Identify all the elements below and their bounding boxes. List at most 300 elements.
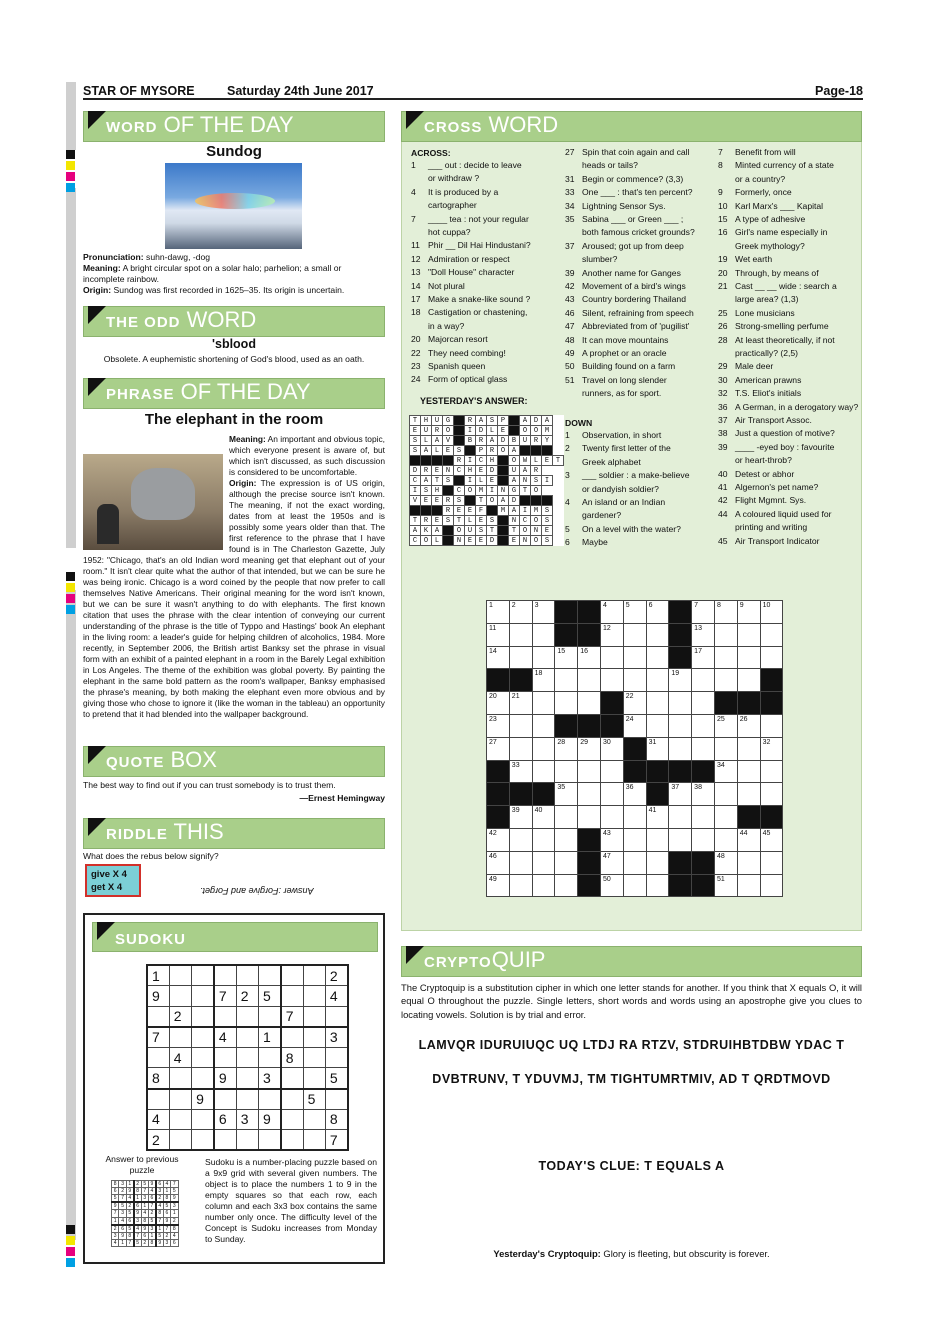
crossword-cell[interactable]	[509, 714, 532, 737]
sudoku-answer-cell: 1	[119, 1239, 126, 1246]
crossword-cell[interactable]	[578, 692, 601, 715]
yesterday-cell	[487, 506, 498, 516]
crossword-cell	[578, 874, 601, 897]
crossword-cell[interactable]	[714, 623, 737, 646]
crossword-cell	[509, 669, 532, 692]
crossword-cell[interactable]: 15	[555, 646, 578, 669]
clue-text: large area? (1,3)	[735, 294, 799, 305]
crossword-cell	[555, 714, 578, 737]
sudoku-cell[interactable]	[214, 1130, 236, 1151]
sudoku-cell[interactable]	[303, 986, 325, 1007]
sudoku-cell[interactable]	[192, 986, 214, 1007]
sudoku-cell: 9	[147, 986, 169, 1007]
crossword-cell[interactable]	[760, 874, 783, 897]
crossword-cell[interactable]: 29	[578, 737, 601, 760]
sudoku-cell[interactable]	[281, 1027, 303, 1048]
yesterday-cell: V	[410, 496, 421, 506]
crossword-cell[interactable]	[509, 623, 532, 646]
yesterday-cell: I	[465, 476, 476, 486]
clue-number: 22	[411, 347, 421, 358]
odd-word-text: Obsolete. A euphemistic shortening of God's blood, used as an oath.	[103, 354, 365, 364]
clue-number: 5	[565, 523, 570, 534]
sudoku-cell[interactable]	[192, 1006, 214, 1027]
yesterday-cell: T	[509, 526, 520, 536]
crossword-cell	[760, 806, 783, 829]
crossword-cell[interactable]	[555, 760, 578, 783]
crossword-cell[interactable]	[714, 646, 737, 669]
sudoku-answer-cell: 1	[141, 1202, 148, 1210]
sudoku-cell[interactable]	[192, 1068, 214, 1089]
sudoku-cell[interactable]	[281, 1109, 303, 1130]
registration-mark	[66, 172, 75, 181]
yesterday-cell: E	[465, 506, 476, 516]
crossword-cell[interactable]	[532, 828, 555, 851]
sudoku-cell[interactable]	[147, 1006, 169, 1027]
crossword-cell[interactable]: 32	[760, 737, 783, 760]
sudoku-cell: 2	[147, 1130, 169, 1151]
clue-text: Greek alphabet	[582, 456, 641, 467]
yesterday-cell: I	[542, 476, 553, 486]
sudoku-cell[interactable]	[258, 1089, 280, 1110]
clue-number: 37	[565, 240, 575, 251]
sudoku-cell[interactable]	[258, 965, 280, 986]
sudoku-cell[interactable]	[303, 1027, 325, 1048]
yesterday-cell: S	[443, 516, 454, 526]
crossword-cell[interactable]	[669, 692, 692, 715]
crossword-cell[interactable]	[737, 783, 760, 806]
sudoku-cell[interactable]	[236, 1130, 258, 1151]
crossword-cell[interactable]	[646, 623, 669, 646]
crossword-cell[interactable]: 46	[487, 851, 510, 874]
crossword-cell[interactable]: 33	[509, 760, 532, 783]
sudoku-answer-cell: 6	[134, 1202, 141, 1210]
crossword-cell[interactable]: 37	[669, 783, 692, 806]
crossword-cell[interactable]: 22	[623, 692, 646, 715]
crossword-cell[interactable]	[555, 692, 578, 715]
yesterday-cell	[454, 416, 465, 426]
yesterday-cell	[520, 496, 531, 506]
yesterday-cell	[542, 496, 553, 506]
crossword-cell[interactable]	[600, 669, 623, 692]
crossword-cell[interactable]	[623, 806, 646, 829]
crossword-cell[interactable]	[737, 646, 760, 669]
sudoku-cell[interactable]	[214, 965, 236, 986]
crossword-cell[interactable]	[692, 806, 715, 829]
crossword-cell[interactable]: 42	[487, 828, 510, 851]
clue-text: Building found on a farm	[582, 361, 676, 372]
crossword-cell[interactable]	[760, 851, 783, 874]
sudoku-cell[interactable]	[192, 1130, 214, 1151]
yesterday-cell: I	[410, 486, 421, 496]
crossword-cell[interactable]	[578, 806, 601, 829]
clue-text: Just a question of motive?	[735, 428, 835, 439]
paper-name: STAR OF MYSORE	[83, 84, 195, 98]
crossword-cell[interactable]	[623, 851, 646, 874]
crossword-cell[interactable]	[532, 760, 555, 783]
registration-mark	[66, 1225, 75, 1234]
crossword-cell[interactable]	[737, 737, 760, 760]
crossword-cell[interactable]: 14	[487, 646, 510, 669]
sudoku-cell[interactable]	[169, 986, 191, 1007]
sudoku-answer-cell: 2	[171, 1217, 178, 1225]
clue-number: 19	[718, 254, 728, 265]
yesterday-cell	[410, 456, 421, 466]
margin-strip	[66, 82, 76, 150]
crossword-cell[interactable]: 16	[578, 646, 601, 669]
crossword-cell[interactable]	[737, 874, 760, 897]
sudoku-cell: 2	[169, 1006, 191, 1027]
sudoku-cell[interactable]	[169, 1068, 191, 1089]
crossword-cell[interactable]	[760, 623, 783, 646]
yesterday-cell: O	[531, 516, 542, 526]
clue-number: 42	[565, 281, 575, 291]
clue-text: Country bordering Thailand	[582, 294, 686, 305]
crossword-cell[interactable]	[555, 851, 578, 874]
crossword-cell[interactable]	[532, 692, 555, 715]
crossword-cell[interactable]: 35	[555, 783, 578, 806]
crossword-cell[interactable]	[578, 669, 601, 692]
yesterday-cell	[454, 476, 465, 486]
crossword-cell[interactable]	[669, 737, 692, 760]
sudoku-cell: 7	[214, 986, 236, 1007]
clue-text: Greek mythology?	[735, 240, 805, 251]
crossword-cell[interactable]	[692, 692, 715, 715]
sudoku-cell[interactable]	[281, 1130, 303, 1151]
clue-text: Karl Marx's ___ Kapital	[735, 200, 824, 211]
sudoku-cell[interactable]	[325, 1047, 347, 1068]
elephant-photo	[83, 454, 223, 550]
yesterday-cell: L	[421, 436, 432, 446]
crossword-cell[interactable]	[692, 828, 715, 851]
sudoku-cell[interactable]	[192, 965, 214, 986]
yesterday-cell: A	[421, 446, 432, 456]
crossword-cell[interactable]: 49	[487, 874, 510, 897]
crossword-cell[interactable]	[555, 806, 578, 829]
sudoku-cell: 7	[281, 1006, 303, 1027]
sudoku-answer-cell: 4	[141, 1210, 148, 1217]
yesterday-cell: T	[553, 456, 564, 466]
sudoku-cell: 3	[236, 1109, 258, 1130]
sudoku-cell[interactable]	[303, 1047, 325, 1068]
sudoku-cell: 9	[214, 1068, 236, 1089]
crossword-cell[interactable]	[578, 783, 601, 806]
crossword-cell[interactable]: 19	[669, 669, 692, 692]
crossword-cell[interactable]: 31	[646, 737, 669, 760]
crossword-cell[interactable]: 25	[714, 714, 737, 737]
yesterday-cell: A	[509, 506, 520, 516]
sudoku-cell[interactable]	[236, 1089, 258, 1110]
sudoku-cell[interactable]	[236, 1047, 258, 1068]
sudoku-cell[interactable]	[236, 1006, 258, 1027]
crossword-cell[interactable]	[669, 714, 692, 737]
sudoku-cell[interactable]	[147, 1047, 169, 1068]
yesterday-cell: H	[487, 456, 498, 466]
clue-text: in a way?	[428, 320, 465, 331]
crossword-cell[interactable]	[623, 646, 646, 669]
sudoku-cell[interactable]	[169, 1130, 191, 1151]
sudoku-answer-cell: 1	[171, 1210, 178, 1217]
crossword-cell[interactable]: 30	[600, 737, 623, 760]
crossword-cell[interactable]	[714, 669, 737, 692]
yesterday-cell: O	[443, 426, 454, 436]
yesterday-cell: E	[487, 476, 498, 486]
crossword-cell[interactable]: 38	[692, 783, 715, 806]
crossword-cell[interactable]: 11	[487, 623, 510, 646]
sudoku-cell[interactable]	[281, 1068, 303, 1089]
yesterday-cell	[498, 466, 509, 476]
sudoku-cell[interactable]	[169, 1027, 191, 1048]
crossword-cell[interactable]	[600, 760, 623, 783]
crossword-cell[interactable]	[714, 806, 737, 829]
sudoku-cell[interactable]	[325, 1089, 347, 1110]
crossword-cell[interactable]	[646, 874, 669, 897]
crossword-cell[interactable]	[737, 851, 760, 874]
crossword-cell[interactable]	[623, 669, 646, 692]
sudoku-cell[interactable]	[192, 1047, 214, 1068]
crossword-cell[interactable]	[692, 737, 715, 760]
crossword-cell[interactable]: 50	[600, 874, 623, 897]
crossword-cell[interactable]: 36	[623, 783, 646, 806]
yesterday-cell: H	[421, 416, 432, 426]
crossword-cell[interactable]: 20	[487, 692, 510, 715]
crossword-grid	[486, 600, 783, 897]
crossword-cell[interactable]: 18	[532, 669, 555, 692]
sudoku-cell[interactable]	[303, 1068, 325, 1089]
crossword-cell[interactable]: 34	[714, 760, 737, 783]
crossword-cell[interactable]	[509, 737, 532, 760]
sudoku-cell[interactable]	[303, 1109, 325, 1130]
yesterday-cell: O	[487, 496, 498, 506]
crossword-cell[interactable]	[760, 760, 783, 783]
crossword-cell[interactable]: 6	[646, 601, 669, 624]
sudoku-answer-cell: 8	[112, 1181, 119, 1188]
crossword-cell	[509, 783, 532, 806]
sudoku-cell[interactable]	[281, 986, 303, 1007]
crossword-cell[interactable]: 26	[737, 714, 760, 737]
crossword-cell[interactable]	[760, 646, 783, 669]
sudoku-cell[interactable]	[258, 1130, 280, 1151]
yesterday-cell	[520, 446, 531, 456]
sudoku-cell[interactable]	[192, 1109, 214, 1130]
crossword-cell[interactable]	[760, 783, 783, 806]
crossword-cell[interactable]: 47	[600, 851, 623, 874]
yesterday-cell: L	[465, 516, 476, 526]
crossword-cell[interactable]	[623, 874, 646, 897]
sudoku-cell[interactable]	[169, 1109, 191, 1130]
crossword-cell[interactable]	[714, 828, 737, 851]
crossword-cell[interactable]: 44	[737, 828, 760, 851]
clue-number: 8	[718, 160, 723, 171]
clue-text: Algernon's pet name?	[735, 482, 819, 492]
crossword-cell[interactable]	[578, 760, 601, 783]
crossword-cell[interactable]	[623, 623, 646, 646]
sudoku-answer-cell: 4	[126, 1195, 133, 1203]
crossword-cell[interactable]	[600, 806, 623, 829]
clue-text: American prawns	[735, 374, 802, 385]
sudoku-cell[interactable]	[169, 1089, 191, 1110]
clue-text: ___ out : decide to leave	[428, 160, 522, 170]
yesterday-cell	[465, 446, 476, 456]
crossword-cell[interactable]: 45	[760, 828, 783, 851]
crossword-cell	[555, 623, 578, 646]
crossword-cell[interactable]	[646, 714, 669, 737]
crossword-cell[interactable]	[509, 851, 532, 874]
clue-text: Flight Mgmnt. Sys.	[735, 495, 807, 506]
crossword-cell[interactable]: 28	[555, 737, 578, 760]
crossword-cell[interactable]: 3	[532, 601, 555, 624]
clue-text: Air Transport Assoc.	[735, 415, 812, 425]
phrase-band: PHRASE OF THE DAY	[83, 378, 385, 409]
crossword-cell[interactable]: 7	[692, 601, 715, 624]
crossword-cell	[760, 692, 783, 715]
sudoku-answer-cell: 5	[112, 1195, 119, 1203]
crossword-cell[interactable]	[646, 669, 669, 692]
sudoku-answer-cell: 5	[156, 1232, 163, 1239]
crossword-cell[interactable]	[737, 760, 760, 783]
crossword-cell[interactable]	[532, 714, 555, 737]
crossword-cell[interactable]: 13	[692, 623, 715, 646]
crossword-cell[interactable]: 5	[623, 601, 646, 624]
clue-text: Girl's name especially in	[735, 227, 828, 238]
yesterday-cell: T	[520, 486, 531, 496]
sudoku-cell[interactable]	[147, 1089, 169, 1110]
crossword-cell	[669, 601, 692, 624]
sudoku-answer-cell: 1	[134, 1195, 141, 1203]
yesterday-cell	[443, 536, 454, 546]
crossword-cell[interactable]	[600, 783, 623, 806]
yesterday-cell: C	[410, 476, 421, 486]
yesterday-cell: R	[421, 516, 432, 526]
sudoku-cell[interactable]	[236, 1027, 258, 1048]
clue-number: 49	[565, 348, 575, 358]
crossword-cell[interactable]: 1	[487, 601, 510, 624]
sudoku-cell[interactable]	[303, 965, 325, 986]
crossword-cell[interactable]: 43	[600, 828, 623, 851]
crossword-cell[interactable]	[532, 851, 555, 874]
sudoku-cell[interactable]	[236, 1068, 258, 1089]
crossword-cell	[600, 692, 623, 715]
crossword-cell[interactable]	[532, 623, 555, 646]
crossword-cell[interactable]	[760, 714, 783, 737]
crossword-cell[interactable]	[669, 806, 692, 829]
yesterday-cell: A	[498, 496, 509, 506]
crossword-cell[interactable]: 10	[760, 601, 783, 624]
crossword-cell[interactable]: 48	[714, 851, 737, 874]
yesterday-cell: N	[531, 526, 542, 536]
sudoku-cell[interactable]	[303, 1130, 325, 1151]
clue-text: or a country?	[735, 173, 786, 184]
crossword-cell[interactable]	[692, 669, 715, 692]
sudoku-cell: 7	[147, 1027, 169, 1048]
clue-number: 28	[718, 334, 728, 345]
sudoku-cell[interactable]	[258, 1047, 280, 1068]
clue-number: 27	[565, 147, 575, 157]
sudoku-answer-cell: 3	[112, 1232, 119, 1239]
sudoku-answer-cell: 6	[119, 1225, 126, 1233]
crossword-cell[interactable]: 17	[692, 646, 715, 669]
yesterday-cell: L	[531, 456, 542, 466]
crossword-cell[interactable]	[714, 737, 737, 760]
crossword-cell[interactable]	[532, 737, 555, 760]
crossword-cell[interactable]: 8	[714, 601, 737, 624]
crossword-cell[interactable]	[646, 828, 669, 851]
crossword-cell[interactable]: 4	[600, 601, 623, 624]
crossword-cell[interactable]	[509, 828, 532, 851]
sudoku-answer-cell: 4	[134, 1225, 141, 1233]
crossword-cell[interactable]: 40	[532, 806, 555, 829]
sudoku-cell[interactable]	[214, 1047, 236, 1068]
crossword-cell[interactable]	[669, 828, 692, 851]
crossword-cell[interactable]: 21	[509, 692, 532, 715]
sudoku-cell[interactable]	[281, 1089, 303, 1110]
crossword-cell[interactable]	[692, 714, 715, 737]
clue-text: Through, by means of	[735, 267, 819, 278]
sudoku-cell[interactable]	[236, 965, 258, 986]
crossword-cell[interactable]	[646, 692, 669, 715]
page-number: Page-18	[815, 84, 863, 98]
yesterday-cell: L	[487, 426, 498, 436]
crossword-cell[interactable]: 12	[600, 623, 623, 646]
cryptoquip-clue: TODAY'S CLUE: T EQUALS A	[538, 1159, 725, 1173]
crossword-cell[interactable]	[532, 874, 555, 897]
clue-number: 1	[411, 160, 416, 170]
crossword-cell[interactable]	[737, 669, 760, 692]
yesterday-cell: R	[454, 456, 465, 466]
crossword-cell[interactable]: 27	[487, 737, 510, 760]
crossword-cell[interactable]: 41	[646, 806, 669, 829]
crossword-cell[interactable]	[509, 874, 532, 897]
clue-number: 50	[565, 361, 575, 372]
crossword-cell	[578, 714, 601, 737]
sudoku-cell[interactable]	[258, 1006, 280, 1027]
yesterday-cell: R	[465, 416, 476, 426]
crossword-cell[interactable]: 23	[487, 714, 510, 737]
crossword-cell[interactable]	[600, 646, 623, 669]
sudoku-cell[interactable]	[303, 1006, 325, 1027]
crossword-cell[interactable]	[737, 623, 760, 646]
sudoku-answer-cell: 5	[141, 1181, 148, 1188]
crossword-cell[interactable]: 9	[737, 601, 760, 624]
sudoku-answer-cell: 9	[163, 1217, 170, 1225]
crossword-cell[interactable]: 24	[623, 714, 646, 737]
crossword-cell[interactable]	[623, 828, 646, 851]
yesterday-cell: D	[531, 416, 542, 426]
yesterday-cell: E	[542, 456, 553, 466]
crossword-cell[interactable]	[555, 828, 578, 851]
clue-text: "Doll House" character	[428, 267, 515, 278]
crossword-cell[interactable]	[646, 646, 669, 669]
crossword-cell[interactable]	[646, 851, 669, 874]
sudoku-cell[interactable]	[214, 1089, 236, 1110]
crossword-cell[interactable]: 51	[714, 874, 737, 897]
crossword-cell[interactable]	[714, 783, 737, 806]
sudoku-cell[interactable]	[169, 965, 191, 986]
clue-number: 3	[565, 470, 570, 481]
crossword-cell[interactable]	[555, 669, 578, 692]
sudoku-cell[interactable]	[214, 1006, 236, 1027]
sudoku-cell[interactable]	[281, 965, 303, 986]
sudoku-cell[interactable]	[325, 1006, 347, 1027]
crossword-cell[interactable]	[532, 646, 555, 669]
crossword-cell[interactable]	[555, 874, 578, 897]
sudoku-cell[interactable]	[192, 1027, 214, 1048]
clue-text: On a level with the water?	[582, 523, 681, 534]
crossword-cell[interactable]	[509, 646, 532, 669]
crossword-cell[interactable]: 2	[509, 601, 532, 624]
yesterday-cell	[421, 456, 432, 466]
yesterday-cell	[465, 496, 476, 506]
crossword-cell[interactable]: 39	[509, 806, 532, 829]
